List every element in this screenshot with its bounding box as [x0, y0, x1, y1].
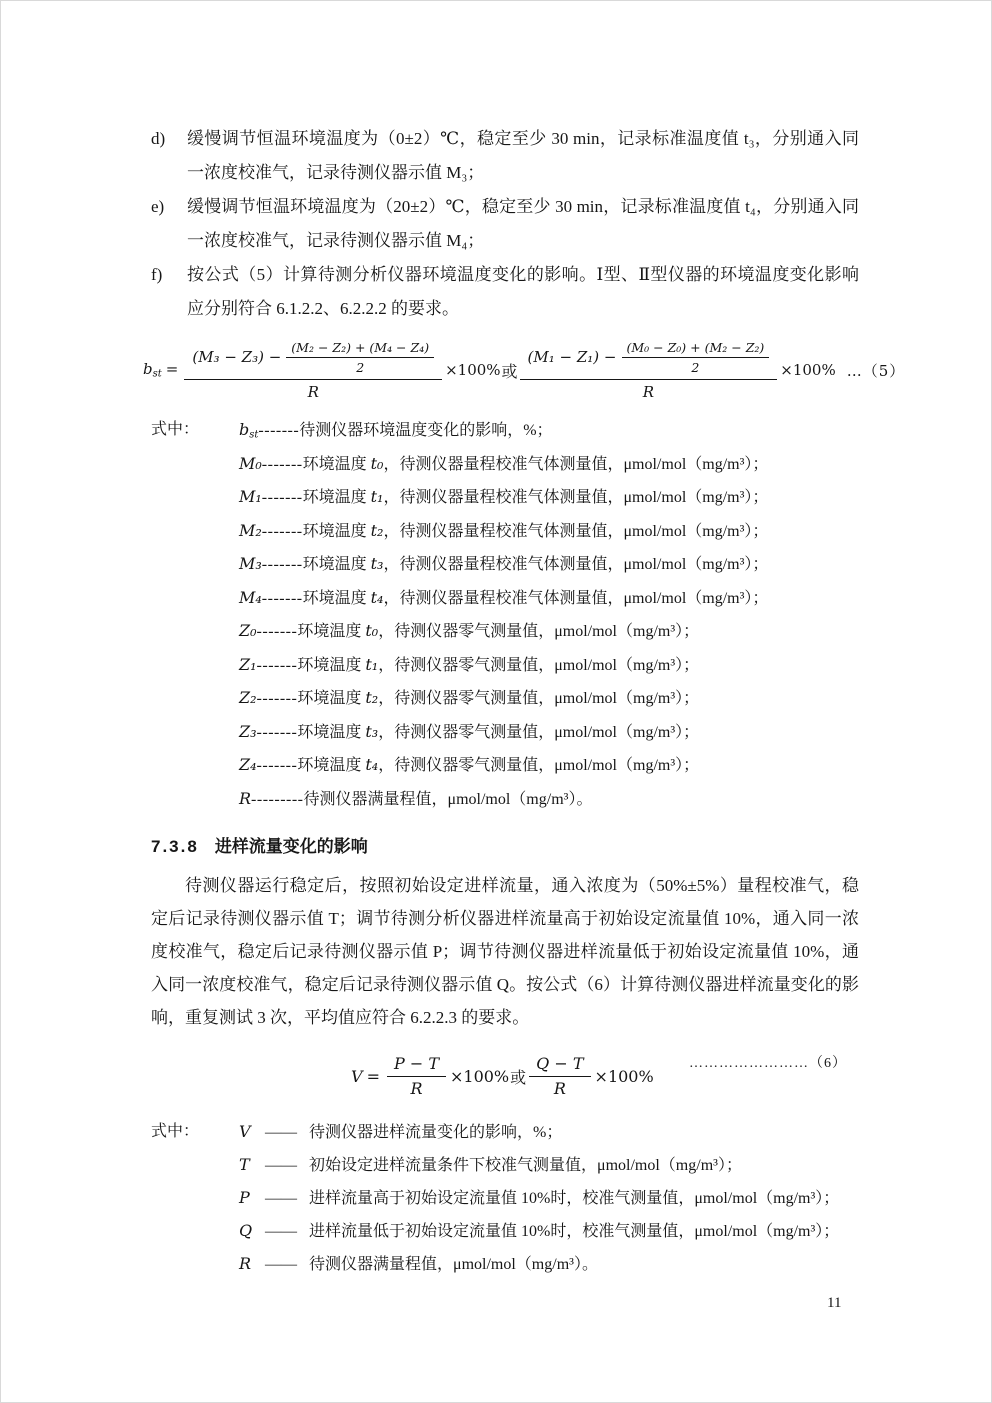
inner-numerator: (M₀ − Z₀) + (M₂ − Z₂)	[622, 340, 770, 358]
definition-text: 进样流量低于初始设定流量值 10%时，校准气测量值，μmol/mol（mg/m³）；	[309, 1223, 840, 1240]
page-content	[143, 122, 906, 1281]
definition-term: P	[239, 1188, 250, 1207]
section-number: 7.3.8	[151, 837, 199, 856]
definition-term: M₁	[239, 487, 262, 506]
definition-row	[239, 651, 859, 685]
times-100-percent: ×100%	[449, 1066, 510, 1086]
definition-row	[239, 483, 859, 517]
definition-text: 环境温度 t₀，待测仪器零气测量值，μmol/mol（mg/m³）；	[297, 621, 700, 640]
dash-connector: ——	[265, 1256, 297, 1273]
definition-term: Z₀	[239, 621, 257, 640]
numerator-prefix: (M₃ − Z₃) −	[192, 348, 282, 366]
variable-t: t₄	[365, 755, 379, 774]
formula-5	[143, 330, 906, 410]
list-item-label: d)	[151, 129, 166, 148]
fraction-left-numerator	[184, 340, 442, 379]
formula-6-lhs	[351, 1067, 380, 1086]
definition-row	[239, 450, 859, 484]
dash-connector: -------	[256, 723, 298, 741]
fraction-right-denominator: R	[520, 379, 778, 401]
inner-denominator: 2	[691, 359, 700, 375]
definition-row	[239, 1149, 859, 1182]
body-paragraph: 待测仪器运行稳定后，按照初始设定进样流量，通入浓度为（50%±5%）量程校准气，稳定后记录待测仪器示值 T；调节待测分析仪器进样流量高于初始设定流量值 10%，通入同一浓度校准气，稳定后记录待测仪器示值 P；调节待测仪器进样流量低于初始设定流量值 10%，通入同一浓度校准气，稳定后记录待测仪器示值 Q。按公式（6）计算待测仪器进样流量变化的影响，重复测试 3 次，平均值应符合 6.2.2.3 的要求。	[151, 876, 859, 1027]
fraction-left	[184, 340, 442, 401]
dash-connector: -------	[261, 556, 303, 573]
times-100-percent: ×100%	[780, 361, 836, 379]
inner-numerator: (M₂ − Z₂) + (M₄ − Z₄)	[286, 340, 434, 358]
formula-5-lhs	[143, 360, 178, 380]
equation-5-number: …（5）	[846, 361, 906, 380]
dash-connector: ——	[265, 1124, 297, 1141]
dash-connector: -------	[261, 589, 303, 607]
definition-term: M₄	[239, 587, 262, 607]
definition-row	[239, 785, 859, 819]
formula-6	[351, 1044, 655, 1108]
fraction-numerator: Q − T	[536, 1054, 584, 1073]
inner-fraction	[622, 340, 770, 375]
definition-text: 环境温度 t₄，待测仪器量程校准气体测量值，μmol/mol（mg/m³）；	[302, 587, 769, 607]
dash-connector: -------	[256, 623, 298, 640]
dash-connector: -------	[256, 690, 298, 707]
definition-text: 环境温度 t₃，待测仪器量程校准气体测量值，μmol/mol（mg/m³）；	[302, 554, 769, 573]
times-100-percent: ×100%	[445, 361, 501, 379]
definition-term: Z₁	[239, 654, 257, 674]
variable-t: t₁	[365, 654, 379, 674]
fraction-numerator: P − T	[393, 1054, 439, 1073]
variable-V: V	[351, 1066, 363, 1086]
numerator-prefix: (M₁ − Z₁) −	[527, 348, 617, 366]
times-100-percent: ×100%	[594, 1066, 654, 1086]
equals-sign: =	[165, 360, 179, 379]
fraction-denominator: R	[387, 1076, 446, 1098]
variable-t: t₃	[370, 554, 384, 573]
definition-row	[239, 1116, 859, 1149]
procedure-list	[151, 122, 859, 326]
list-item	[151, 190, 859, 258]
dash-connector: ——	[265, 1190, 297, 1207]
equation-6-number: ……………………（6）	[689, 1056, 847, 1071]
definition-row	[239, 416, 859, 450]
definition-text: 环境温度 t₂，待测仪器量程校准气体测量值，μmol/mol（mg/m³）；	[302, 520, 769, 540]
variable-t: t₂	[370, 520, 384, 540]
definition-term: R	[239, 788, 252, 808]
dash-connector: ——	[265, 1223, 297, 1240]
dash-connector: -------	[261, 522, 303, 540]
formula-5-definitions	[151, 416, 859, 818]
variable-b: b	[143, 360, 153, 379]
fraction-right	[529, 1054, 590, 1098]
section-title: 进样流量变化的影响	[214, 837, 368, 856]
definition-text: 待测仪器环境温度变化的影响，%；	[299, 422, 553, 439]
definition-term: V	[239, 1122, 251, 1141]
definition-term: $b_{st}$	[239, 420, 259, 441]
definition-term: T	[239, 1155, 250, 1174]
list-item-label: e)	[151, 197, 165, 216]
definition-row	[239, 617, 859, 651]
inner-denominator: 2	[356, 359, 365, 375]
page-number: 11	[827, 1295, 842, 1311]
definition-term: R	[239, 1254, 252, 1273]
fraction-right	[520, 340, 778, 401]
where-label: 式中：	[151, 1123, 200, 1140]
or-word: 或	[501, 361, 518, 381]
definition-term: M₀	[239, 453, 262, 473]
variable-t: t₄	[370, 587, 384, 607]
dash-connector: ——	[265, 1157, 297, 1174]
definition-text: 环境温度 t₄，待测仪器零气测量值，μmol/mol（mg/m³）；	[297, 755, 700, 774]
definition-term: Z₃	[239, 721, 257, 741]
fraction-denominator: R	[529, 1076, 590, 1098]
list-item-text: 按公式（5）计算待测分析仪器环境温度变化的影响。Ⅰ型、Ⅱ型仪器的环境温度变化影响应分别符合 6.1.2.2、6.2.2.2 的要求。	[187, 265, 859, 318]
definition-text: 环境温度 t₀，待测仪器量程校准气体测量值，μmol/mol（mg/m³）；	[302, 453, 769, 473]
definition-row	[239, 751, 859, 785]
definition-text: 环境温度 t₃，待测仪器零气测量值，μmol/mol（mg/m³）；	[297, 721, 700, 741]
inner-fraction	[286, 340, 434, 375]
definition-text: 待测仪器满量程值，μmol/mol（mg/m³）。	[303, 790, 593, 808]
definition-row	[239, 684, 859, 718]
fraction-right-numerator	[520, 340, 778, 379]
definition-term: M₃	[239, 554, 262, 573]
definition-row	[239, 1215, 859, 1248]
or-word: 或	[510, 1067, 527, 1087]
definition-text: 环境温度 t₁，待测仪器量程校准气体测量值，μmol/mol（mg/m³）；	[302, 487, 769, 506]
definition-row	[239, 517, 859, 551]
variable-t: t₀	[370, 453, 384, 473]
dash-connector: ---------	[251, 790, 304, 808]
where-label: 式中：	[151, 421, 200, 438]
dash-connector: -------	[256, 757, 298, 774]
dash-connector: -------	[261, 455, 303, 473]
definition-rows	[239, 416, 859, 818]
formula-6-definitions	[151, 1116, 859, 1281]
definition-row	[239, 1182, 859, 1215]
variable-b-subscript: st	[152, 368, 162, 380]
dash-connector: -------	[261, 489, 303, 506]
variable-t: t₁	[370, 487, 384, 506]
fraction-left	[387, 1054, 446, 1098]
list-item-text: 缓慢调节恒温环境温度为（20±2）℃，稳定至少 30 min，记录标准温度值 t₄，分别通入同一浓度校准气，记录待测仪器示值 M₄；	[187, 197, 859, 250]
dash-connector: -------	[258, 422, 300, 439]
variable-t: t₀	[365, 621, 379, 640]
definition-text: 待测仪器进样流量变化的影响，%；	[309, 1124, 563, 1141]
definition-row	[239, 550, 859, 584]
definition-text: 待测仪器满量程值，μmol/mol（mg/m³）。	[309, 1256, 598, 1273]
definition-text: 环境温度 t₂，待测仪器零气测量值，μmol/mol（mg/m³）；	[297, 688, 700, 707]
equals-sign: =	[366, 1066, 380, 1086]
list-item-label: f)	[151, 265, 163, 284]
variable-t: t₃	[365, 721, 379, 741]
variable-t: t₂	[365, 688, 379, 707]
definition-rows	[239, 1116, 859, 1281]
list-item-text: 缓慢调节恒温环境温度为（0±2）℃，稳定至少 30 min，记录标准温度值 t₃，分别通入同一浓度校准气，记录待测仪器示值 M₃；	[187, 129, 859, 182]
dash-connector: -------	[256, 656, 298, 674]
definition-text: 环境温度 t₁，待测仪器零气测量值，μmol/mol（mg/m³）；	[297, 654, 700, 674]
list-item	[151, 122, 859, 190]
fraction-left-denominator: R	[184, 379, 442, 401]
definition-term: Z₂	[239, 688, 257, 707]
definition-term: Z₄	[239, 755, 257, 774]
section-heading	[151, 832, 859, 857]
definition-term: M₂	[239, 520, 262, 540]
definition-row	[239, 1248, 859, 1281]
definition-row	[239, 584, 859, 618]
definition-text: 进样流量高于初始设定流量值 10%时，校准气测量值，μmol/mol（mg/m³）；	[309, 1190, 840, 1207]
definition-row	[239, 718, 859, 752]
definition-text: 初始设定进样流量条件下校准气测量值，μmol/mol（mg/m³）；	[309, 1157, 742, 1174]
formula-6-block	[151, 1044, 859, 1108]
definition-term: Q	[239, 1221, 253, 1240]
list-item	[151, 258, 859, 326]
